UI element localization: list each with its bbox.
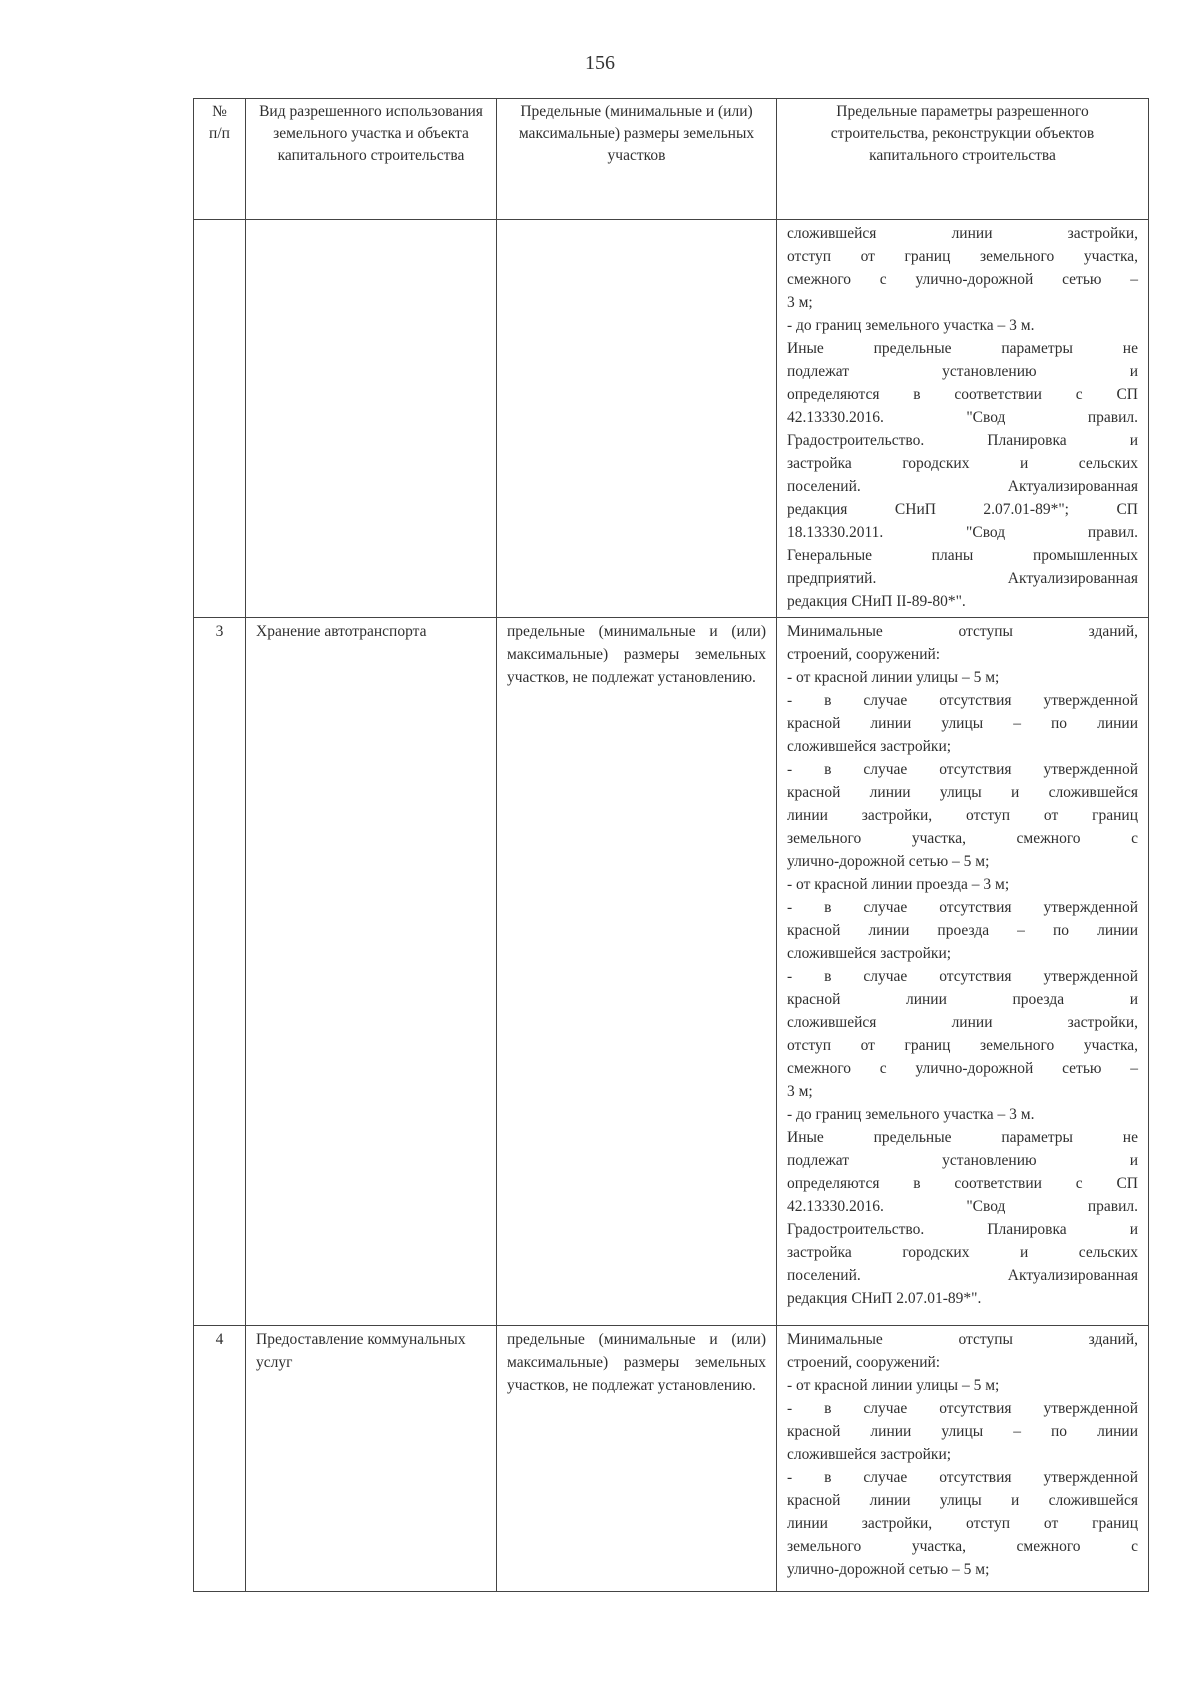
- params-line: красной линии улицы и сложившейся: [787, 784, 1138, 801]
- params-line: сложившейся застройки;: [787, 1446, 952, 1463]
- params-line: красной линии проезда – по линии: [787, 922, 1138, 939]
- row-use-kind: Хранение автотранспорта: [246, 618, 497, 1326]
- row-params: [777, 618, 1149, 1326]
- params-line: 3 м;: [787, 1083, 813, 1100]
- params-line: Минимальные отступы зданий,: [787, 623, 1138, 640]
- params-line: определяются в соответствии с СП: [787, 386, 1138, 403]
- params-line: земельного участка, смежного с: [787, 830, 1138, 847]
- row-params: [777, 1326, 1149, 1592]
- params-line: земельного участка, смежного с: [787, 1538, 1138, 1555]
- params-line: сложившейся линии застройки,: [787, 1014, 1138, 1031]
- params-line: красной линии проезда и: [787, 991, 1138, 1008]
- params-line: Минимальные отступы зданий,: [787, 1331, 1138, 1348]
- params-line: - в случае отсутствия утвержденной: [787, 899, 1138, 916]
- header-number-abbr: п/п: [209, 125, 230, 142]
- params-line: Иные предельные параметры не: [787, 1129, 1138, 1146]
- header-plot-sizes: Предельные (минимальные и (или) максимальные) размеры земельных участков: [497, 99, 777, 220]
- params-line: подлежат установлению и: [787, 363, 1138, 380]
- params-line: предприятий. Актуализированная: [787, 570, 1138, 587]
- params-line: красной линии улицы – по линии: [787, 1423, 1138, 1440]
- params-line: Иные предельные параметры не: [787, 340, 1138, 357]
- params-line: линии застройки, отступ от границ: [787, 807, 1138, 824]
- page-number: 156: [585, 52, 615, 74]
- params-line: - до границ земельного участка – 3 м.: [787, 1106, 1035, 1123]
- params-line: улично-дорожной сетью – 5 м;: [787, 853, 990, 870]
- params-line: - от красной линии улицы – 5 м;: [787, 1377, 1000, 1394]
- params-line: - в случае отсутствия утвержденной: [787, 968, 1138, 985]
- params-line: Генеральные планы промышленных: [787, 547, 1138, 564]
- params-line: красной линии улицы – по линии: [787, 715, 1138, 732]
- table-row: [194, 220, 1149, 618]
- params-line: смежного с улично-дорожной сетью –: [787, 271, 1138, 288]
- params-line: - в случае отсутствия утвержденной: [787, 1469, 1138, 1486]
- params-line: - в случае отсутствия утвержденной: [787, 761, 1138, 778]
- params-line: поселений. Актуализированная: [787, 478, 1138, 495]
- params-line: - от красной линии проезда – 3 м;: [787, 876, 1010, 893]
- params-line: 18.13330.2011. "Свод правил.: [787, 524, 1138, 541]
- params-line: застройка городских и сельских: [787, 455, 1138, 472]
- params-line: отступ от границ земельного участка,: [787, 248, 1138, 265]
- params-line: сложившейся линии застройки,: [787, 225, 1138, 242]
- table-row: [194, 618, 1149, 1326]
- params-line: редакция СНиП 2.07.01-89*".: [787, 1290, 982, 1307]
- row-number: 4: [194, 1326, 246, 1592]
- params-line: красной линии улицы и сложившейся: [787, 1492, 1138, 1509]
- params-line: - в случае отсутствия утвержденной: [787, 1400, 1138, 1417]
- params-line: смежного с улично-дорожной сетью –: [787, 1060, 1138, 1077]
- row-use-kind: Предоставление коммунальных услуг: [246, 1326, 497, 1592]
- row-plot-sizes: предельные (минимальные и (или) максимальные) размеры земельных участков, не подлежат установлению.: [497, 1326, 777, 1592]
- params-line: 3 м;: [787, 294, 813, 311]
- params-line: Градостроительство. Планировка и: [787, 432, 1138, 449]
- header-number: [194, 99, 246, 220]
- params-line: редакция СНиП II-89-80*".: [787, 593, 966, 610]
- row-plot-sizes: предельные (минимальные и (или) максимальные) размеры земельных участков, не подлежат установлению.: [497, 618, 777, 1326]
- table-row: [194, 1326, 1149, 1592]
- params-line: строений, сооружений:: [787, 646, 941, 663]
- params-line: отступ от границ земельного участка,: [787, 1037, 1138, 1054]
- params-line: Градостроительство. Планировка и: [787, 1221, 1138, 1238]
- params-line: - от красной линии улицы – 5 м;: [787, 669, 1000, 686]
- params-line: определяются в соответствии с СП: [787, 1175, 1138, 1192]
- row-params: [777, 220, 1149, 618]
- header-use-kind: Вид разрешенного использования земельного участка и объекта капитального строительства: [246, 99, 497, 220]
- row-number: [194, 220, 246, 618]
- params-line: строений, сооружений:: [787, 1354, 941, 1371]
- params-line: 42.13330.2016. "Свод правил.: [787, 409, 1138, 426]
- params-line: редакция СНиП 2.07.01-89*"; СП: [787, 501, 1138, 518]
- row-plot-sizes: [497, 220, 777, 618]
- params-line: - в случае отсутствия утвержденной: [787, 692, 1138, 709]
- land-use-table: [193, 98, 1149, 1592]
- row-use-kind: [246, 220, 497, 618]
- params-line: 42.13330.2016. "Свод правил.: [787, 1198, 1138, 1215]
- params-line: - до границ земельного участка – 3 м.: [787, 317, 1035, 334]
- params-line: подлежат установлению и: [787, 1152, 1138, 1169]
- row-number: 3: [194, 618, 246, 1326]
- params-line: улично-дорожной сетью – 5 м;: [787, 1561, 990, 1578]
- params-line: поселений. Актуализированная: [787, 1267, 1138, 1284]
- params-line: сложившейся застройки;: [787, 738, 952, 755]
- params-line: сложившейся застройки;: [787, 945, 952, 962]
- header-params: Предельные параметры разрешенного строительства, реконструкции объектов капитального строительства: [777, 99, 1149, 220]
- params-line: застройка городских и сельских: [787, 1244, 1138, 1261]
- table-header-row: [194, 99, 1149, 220]
- params-line: линии застройки, отступ от границ: [787, 1515, 1138, 1532]
- header-number-symbol: №: [212, 103, 227, 120]
